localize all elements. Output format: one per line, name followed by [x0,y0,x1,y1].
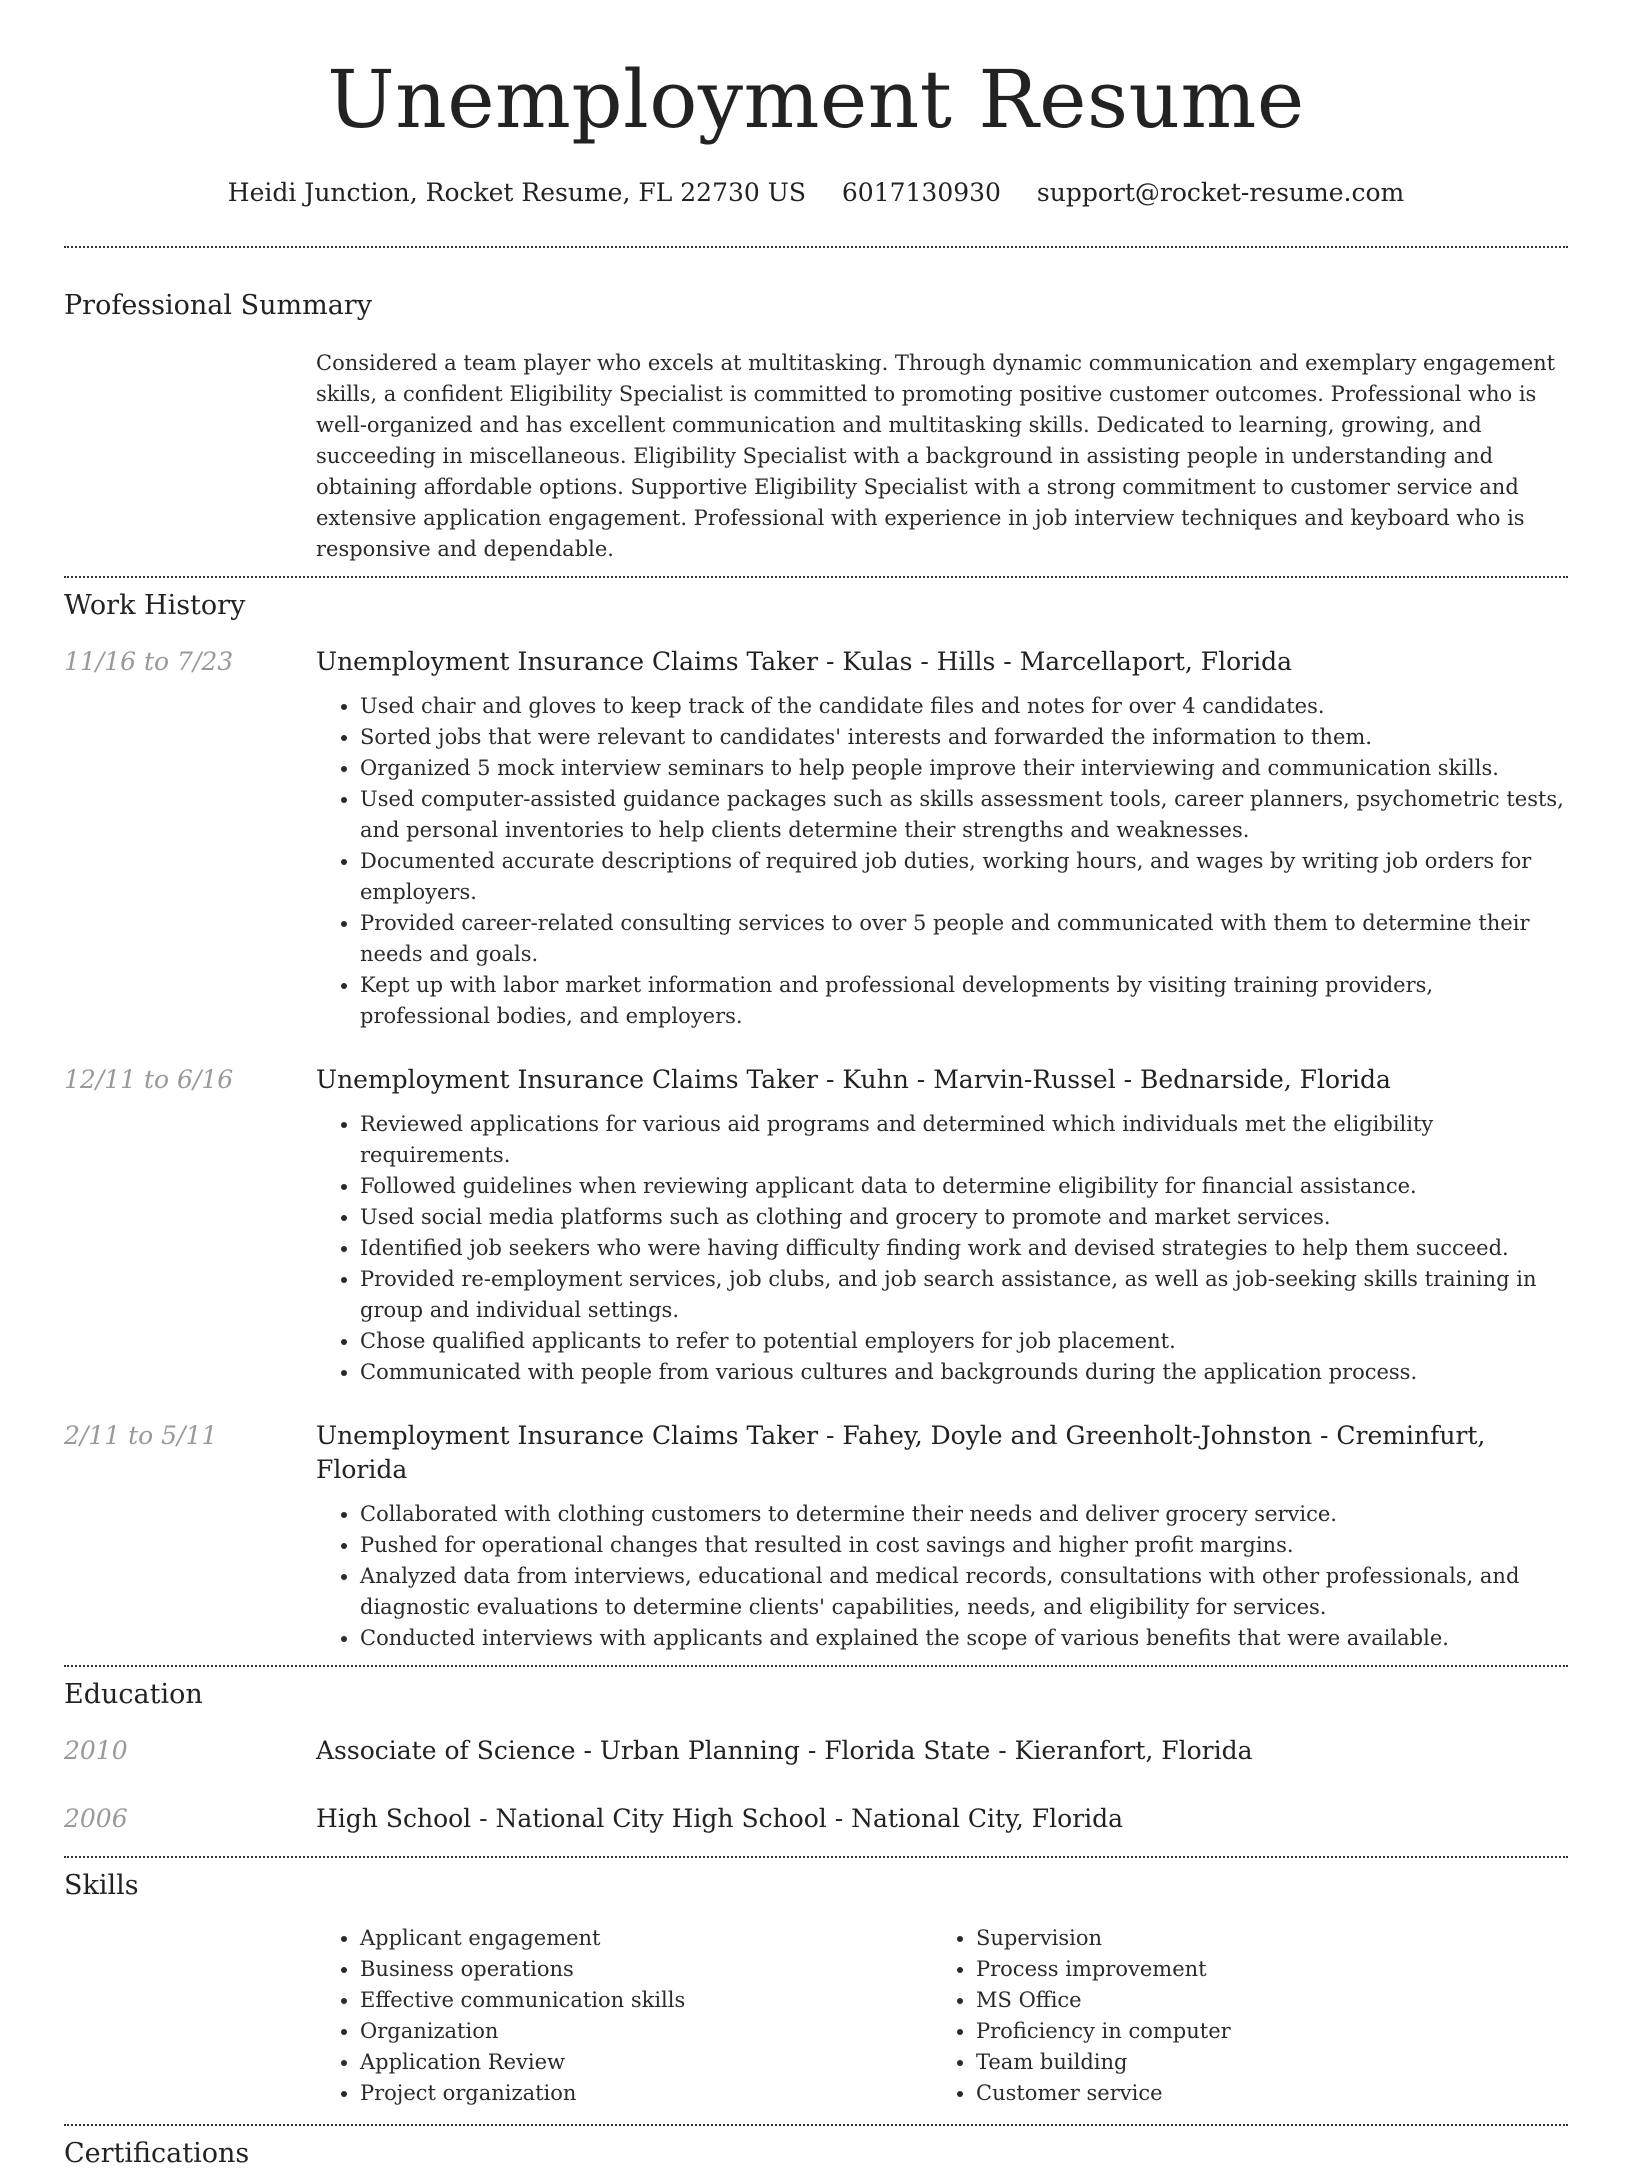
job-heading [316,1419,1568,1487]
job-dates: 11/16 to 7/23 [64,647,234,676]
education-degree: High School [316,1804,472,1833]
job-bullets [316,1499,1568,1654]
section-title-education: Education [64,1679,203,1710]
skill-item: • Project organization [360,2078,932,2109]
list-item: • Organized 5 mock interview seminars to help people improve their interviewing and communication skills. [360,753,1568,784]
education-year: 2010 [64,1736,128,1765]
list-item: • Pushed for operational changes that resulted in cost savings and higher profit margins. [360,1530,1568,1561]
summary-text: Considered a team player who excels at multitasking. Through dynamic communication and exemplary engagement skills, a confident Eligibility Specialist is committed to promoting positive customer outcomes. Professional who is well-organized and has excellent communication and multitasking skills. Dedicated to learning, growing, and succeeding in miscellaneous. Eligibility Specialist with a background in assisting people in understanding and obtaining affordable options. Supportive Eligibility Specialist with a strong commitment to customer service and extensive application engagement. Professional with experience in job interview techniques and keyboard who is responsive and dependable. [316,351,1556,561]
list-item: • Followed guidelines when reviewing applicant data to determine eligibility for financial assistance. [360,1171,1568,1202]
job-bullets [316,691,1568,1032]
education-heading [316,1734,1568,1768]
education-entry [64,1802,1568,1836]
list-item: • Kept up with labor market information and professional developments by visiting training providers, professional bodies, and employers. [360,970,1568,1032]
skill-item: • Team building [976,2047,1548,2078]
job-title: Unemployment Insurance Claims Taker [316,647,819,676]
education-degree: Associate of Science [316,1736,576,1765]
skill-item: • MS Office [976,1985,1548,2016]
education-details: - National City High School - National City, Florida [471,1804,1124,1833]
list-item: • Collaborated with clothing customers to determine their needs and deliver grocery service. [360,1499,1568,1530]
skill-item: • Process improvement [976,1954,1548,1985]
skill-item: • Applicant engagement [360,1923,932,1954]
list-item: • Provided re-employment services, job clubs, and job search assistance, as well as job-seeking skills training in group and individual settings. [360,1264,1568,1326]
contact-phone: 6017130930 [841,178,1001,207]
skill-item: • Organization [360,2016,932,2047]
list-item: • Chose qualified applicants to refer to potential employers for job placement. [360,1326,1568,1357]
list-item: • Used chair and gloves to keep track of the candidate files and notes for over 4 candidates. [360,691,1568,722]
job-entry [64,645,1568,1032]
list-item: • Documented accurate descriptions of required job duties, working hours, and wages by writing job orders for employers. [360,846,1568,908]
skill-item: • Supervision [976,1923,1548,1954]
job-heading [316,645,1568,679]
job-body [316,645,1568,1032]
divider [64,1856,1568,1858]
list-item: • Provided career-related consulting services to over 5 people and communicated with them to determine their needs and goals. [360,908,1568,970]
divider [64,2124,1568,2126]
education-heading [316,1802,1568,1836]
job-heading [316,1063,1568,1097]
education-details: - Urban Planning - Florida State - Kieranfort, Florida [575,1736,1253,1765]
section-title-summary: Professional Summary [64,290,372,321]
list-item: • Identified job seekers who were having difficulty finding work and devised strategies to help them succeed. [360,1233,1568,1264]
skill-item: • Proficiency in computer [976,2016,1548,2047]
skills-column-right [932,1923,1548,2109]
education-year: 2006 [64,1804,128,1833]
education-body [316,1802,1568,1836]
job-dates: 12/11 to 6/16 [64,1065,234,1094]
section-title-skills: Skills [64,1870,139,1901]
job-employer: - Kulas - Hills - Marcellaport, Florida [818,647,1293,676]
job-bullets [316,1109,1568,1388]
job-title: Unemployment Insurance Claims Taker [316,1065,819,1094]
job-entry [64,1419,1568,1654]
list-item: • Used computer-assisted guidance packages such as skills assessment tools, career planners, psychometric tests, and personal inventories to help clients determine their strengths and weaknesses. [360,784,1568,846]
skill-item: • Effective communication skills [360,1985,932,2016]
skill-item: • Application Review [360,2047,932,2078]
list-item: • Conducted interviews with applicants and explained the scope of various benefits that were available. [360,1623,1568,1654]
list-item: • Sorted jobs that were relevant to candidates' interests and forwarded the information to them. [360,722,1568,753]
contact-email: support@rocket-resume.com [1036,178,1405,207]
resume-title: Unemployment Resume [327,53,1305,146]
list-item: • Analyzed data from interviews, educational and medical records, consultations with other professionals, and diagnostic evaluations to determine clients' capabilities, needs, and eligibility for services. [360,1561,1568,1623]
job-title: Unemployment Insurance Claims Taker [316,1421,819,1450]
contact-line [64,176,1568,210]
job-body [316,1419,1568,1654]
divider [64,1665,1568,1667]
skills-column-left [316,1923,932,2109]
job-employer: - Kuhn - Marvin-Russel - Bednarside, Florida [818,1065,1391,1094]
list-item: • Used social media platforms such as clothing and grocery to promote and market services. [360,1202,1568,1233]
skills-grid [64,1923,1568,2109]
contact-address: Heidi Junction, Rocket Resume, FL 22730 US [227,178,806,207]
education-entry [64,1734,1568,1768]
list-item: • Reviewed applications for various aid programs and determined which individuals met the eligibility requirements. [360,1109,1568,1171]
skill-item: • Customer service [976,2078,1548,2109]
education-body [316,1734,1568,1768]
list-item: • Communicated with people from various cultures and backgrounds during the application process. [360,1357,1568,1388]
job-employer: - Fahey, Doyle and Greenholt-Johnston - Creminfurt, Florida [316,1421,1486,1484]
skill-item: • Business operations [360,1954,932,1985]
divider [64,576,1568,578]
resume-header [64,0,1568,210]
job-dates: 2/11 to 5/11 [64,1421,218,1450]
section-title-work-history: Work History [64,590,246,621]
section-title-certifications: Certifications [64,2138,250,2169]
divider [64,246,1568,248]
job-body [316,1063,1568,1388]
job-entry [64,1063,1568,1388]
